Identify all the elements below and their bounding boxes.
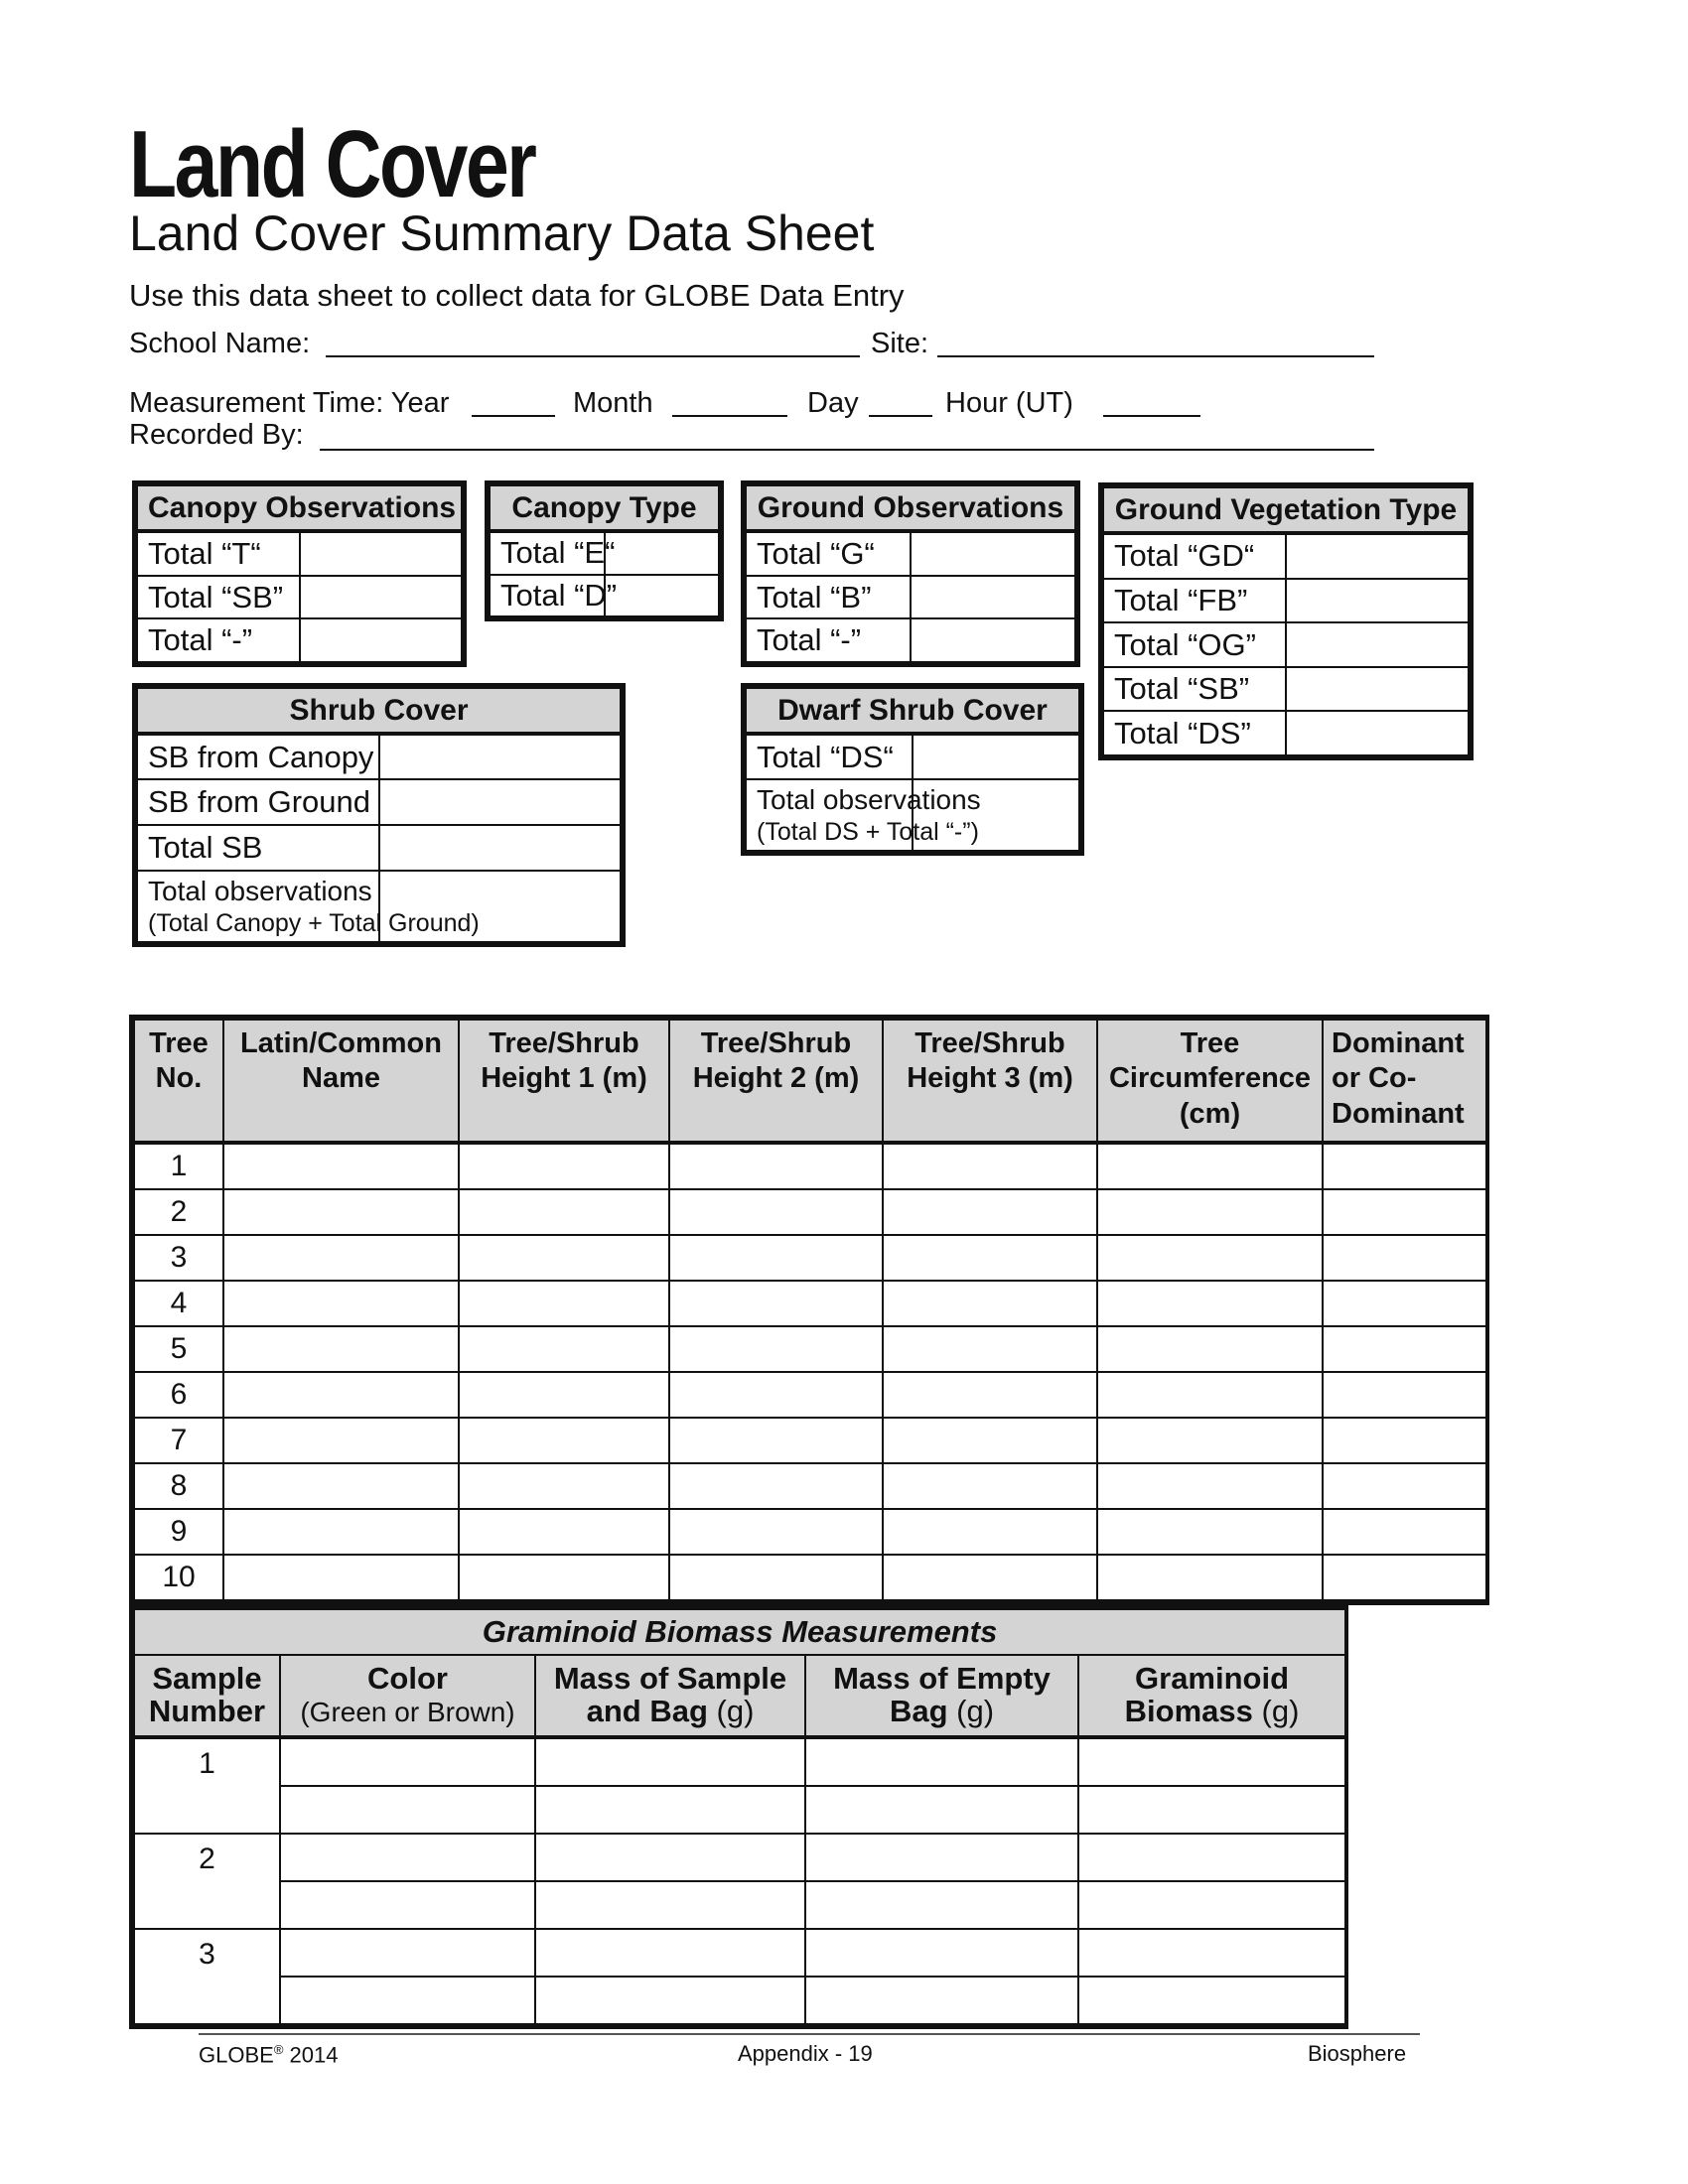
school-name-field[interactable] — [326, 355, 860, 357]
biomass-entry-cell[interactable] — [1078, 1929, 1345, 1977]
tree-entry-cell[interactable] — [669, 1555, 883, 1600]
tree-entry-cell[interactable] — [883, 1418, 1097, 1463]
page-title: Land Cover — [129, 111, 535, 217]
biomass-entry-cell[interactable] — [805, 1834, 1078, 1881]
total-sb-label: Total SB — [137, 825, 379, 871]
tree-entry-cell[interactable] — [669, 1372, 883, 1418]
ground-total-dash-label: Total “-” — [746, 618, 911, 662]
day-field[interactable] — [869, 415, 932, 417]
canopy-total-t-label: Total “T“ — [137, 531, 300, 576]
shrub-total-observations-label — [137, 871, 480, 942]
biomass-col-header-4 — [1078, 1655, 1345, 1737]
school-name-label: School Name: — [129, 328, 311, 359]
biomass-entry-cell[interactable] — [1078, 1834, 1345, 1881]
tree-entry-cell[interactable] — [1323, 1143, 1486, 1189]
tree-entry-cell[interactable] — [459, 1143, 669, 1189]
ground-vegetation-type-box — [1098, 482, 1474, 760]
dwarf-total-observations-note: (Total DS + Total “-”) — [757, 817, 979, 846]
graminoid-biomass-table — [129, 1604, 1348, 2029]
tree-entry-cell[interactable] — [883, 1555, 1097, 1600]
tree-col-header-3 — [669, 1020, 883, 1143]
tree-entry-cell[interactable] — [883, 1235, 1097, 1281]
canopy-total-dash-cell[interactable] — [300, 618, 463, 662]
canopy-total-sb-label: Total “SB” — [137, 576, 300, 619]
tree-entry-cell[interactable] — [883, 1189, 1097, 1235]
sample-number: 1 — [134, 1737, 280, 1834]
table-row — [134, 1977, 1345, 2024]
veg-total-ds-label: Total “DS” — [1103, 711, 1286, 755]
table-row — [134, 1372, 1486, 1418]
tree-entry-cell[interactable] — [459, 1463, 669, 1509]
canopy-type-box — [485, 480, 724, 621]
tree-entry-cell[interactable] — [1097, 1418, 1323, 1463]
tree-col-header-line: Name — [302, 1062, 380, 1095]
veg-total-sb-cell[interactable] — [1286, 667, 1469, 712]
tree-number: 10 — [134, 1555, 223, 1600]
tree-entry-cell[interactable] — [223, 1143, 459, 1189]
tree-entry-cell[interactable] — [1323, 1418, 1486, 1463]
tree-entry-cell[interactable] — [669, 1235, 883, 1281]
biomass-header-line2 — [1080, 1696, 1343, 1728]
biomass-header-line2 — [537, 1696, 803, 1728]
table-row — [134, 1418, 1486, 1463]
tree-col-header-2 — [459, 1020, 669, 1143]
veg-total-ds-cell[interactable] — [1286, 711, 1469, 755]
footer-year: 2014 — [283, 2042, 339, 2068]
biomass-entry-cell[interactable] — [280, 1834, 535, 1881]
tree-entry-cell[interactable] — [1323, 1189, 1486, 1235]
tree-number: 4 — [134, 1281, 223, 1326]
sample-number: 3 — [134, 1929, 280, 2024]
biomass-header-line2 — [136, 1696, 278, 1728]
canopy-total-sb-cell[interactable] — [300, 576, 463, 619]
tree-entry-cell[interactable] — [883, 1143, 1097, 1189]
biomass-header-line2-text: (Green or Brown) — [300, 1697, 515, 1727]
tree-col-header-line: No. — [155, 1062, 203, 1095]
tree-entry-cell[interactable] — [669, 1143, 883, 1189]
biomass-entry-cell[interactable] — [280, 1929, 535, 1977]
tree-entry-cell[interactable] — [1323, 1509, 1486, 1555]
tree-col-header-line: Tree/Shrub — [700, 1027, 852, 1059]
table-row — [134, 1929, 1345, 1977]
biomass-entry-cell[interactable] — [280, 1737, 535, 1786]
tree-entry-cell[interactable] — [459, 1189, 669, 1235]
tree-col-header-4 — [883, 1020, 1097, 1143]
tree-number: 1 — [134, 1143, 223, 1189]
tree-col-header-0 — [134, 1020, 223, 1143]
table-row — [134, 1326, 1486, 1372]
sb-from-canopy-label: SB from Canopy — [137, 734, 379, 779]
biomass-header-line1: Graminoid — [1135, 1661, 1290, 1697]
tree-entry-cell[interactable] — [1097, 1372, 1323, 1418]
table-row — [134, 1834, 1345, 1881]
biomass-entry-cell[interactable] — [535, 1977, 805, 2024]
tree-entry-cell[interactable] — [223, 1418, 459, 1463]
tree-col-header-line: Tree — [149, 1027, 209, 1059]
year-field[interactable] — [472, 415, 555, 417]
tree-entry-cell[interactable] — [883, 1463, 1097, 1509]
tree-entry-cell[interactable] — [459, 1235, 669, 1281]
tree-entry-cell[interactable] — [459, 1281, 669, 1326]
canopy-total-dash-label: Total “-” — [137, 618, 300, 662]
site-label: Site: — [871, 328, 929, 359]
biomass-entry-cell[interactable] — [280, 1881, 535, 1929]
tree-entry-cell[interactable] — [459, 1555, 669, 1600]
tree-entry-cell[interactable] — [1323, 1555, 1486, 1600]
table-row — [134, 1281, 1486, 1326]
tree-entry-cell[interactable] — [1323, 1235, 1486, 1281]
shrub-cover-box — [132, 683, 626, 947]
biomass-entry-cell[interactable] — [280, 1786, 535, 1834]
tree-entry-cell[interactable] — [883, 1509, 1097, 1555]
month-field[interactable] — [672, 415, 787, 417]
biomass-entry-cell[interactable] — [805, 1737, 1078, 1786]
tree-entry-cell[interactable] — [1097, 1281, 1323, 1326]
tree-entry-cell[interactable] — [223, 1326, 459, 1372]
ground-total-g-label: Total “G“ — [746, 531, 911, 576]
dwarf-total-ds-label: Total “DS“ — [746, 734, 913, 779]
dwarf-total-observations-label — [746, 779, 981, 851]
veg-total-og-label: Total “OG” — [1103, 622, 1286, 667]
tree-entry-cell[interactable] — [669, 1189, 883, 1235]
biomass-header-line2-text: and Bag — [586, 1694, 708, 1728]
tree-col-header-5 — [1097, 1020, 1323, 1143]
canopy-total-e-cell[interactable] — [605, 531, 720, 575]
sample-number: 2 — [134, 1834, 280, 1929]
tree-entry-cell[interactable] — [223, 1372, 459, 1418]
biomass-header-line2 — [282, 1696, 533, 1728]
tree-entry-cell[interactable] — [1323, 1463, 1486, 1509]
biomass-header-line2-text: Biomass — [1124, 1694, 1253, 1728]
veg-total-fb-cell[interactable] — [1286, 579, 1469, 623]
canopy-observations-title: Canopy Observations — [137, 485, 462, 531]
dwarf-shrub-cover-title: Dwarf Shrub Cover — [746, 688, 1079, 734]
tree-col-header-line: Tree/Shrub — [914, 1027, 1065, 1059]
biomass-entry-cell[interactable] — [805, 1977, 1078, 2024]
recorded-by-field[interactable] — [320, 449, 1374, 451]
tree-entry-cell[interactable] — [1097, 1463, 1323, 1509]
hour-field[interactable] — [1103, 415, 1200, 417]
tree-entry-cell[interactable] — [459, 1326, 669, 1372]
ground-observations-title: Ground Observations — [746, 485, 1075, 531]
canopy-total-d-cell[interactable] — [605, 575, 720, 616]
tree-entry-cell[interactable] — [1323, 1281, 1486, 1326]
canopy-observations-box — [132, 480, 467, 667]
veg-total-sb-label: Total “SB” — [1103, 667, 1286, 712]
tree-entry-cell[interactable] — [1323, 1326, 1486, 1372]
biomass-entry-cell[interactable] — [1078, 1786, 1345, 1834]
biomass-header-line2-text: Number — [148, 1694, 266, 1728]
tree-entry-cell[interactable] — [223, 1281, 459, 1326]
tree-measurements-table — [129, 1015, 1489, 1605]
canopy-type-title: Canopy Type — [490, 485, 719, 531]
footer-page: Appendix - 19 — [738, 2041, 873, 2066]
total-sb-cell[interactable] — [379, 825, 622, 871]
table-row — [134, 1737, 1345, 1786]
sb-from-ground-cell[interactable] — [379, 779, 622, 825]
tree-entry-cell[interactable] — [883, 1326, 1097, 1372]
biomass-header-line1: Color — [367, 1661, 448, 1697]
footer-registered-mark: ® — [273, 2042, 284, 2057]
table-row — [134, 1143, 1486, 1189]
tree-col-header-line: Height 1 (m) — [481, 1062, 647, 1095]
table-row — [134, 1463, 1486, 1509]
tree-entry-cell[interactable] — [459, 1509, 669, 1555]
biomass-entry-cell[interactable] — [280, 1977, 535, 2024]
hour-label: Hour (UT) — [945, 387, 1073, 419]
tree-col-header-line: Circumference — [1108, 1062, 1312, 1095]
tree-entry-cell[interactable] — [223, 1463, 459, 1509]
biomass-header-line2-text: Bag — [889, 1694, 948, 1728]
shrub-total-observations-text: Total observations — [148, 875, 372, 906]
table-row — [134, 1189, 1486, 1235]
tree-number: 6 — [134, 1372, 223, 1418]
biomass-caption: Graminoid Biomass Measurements — [134, 1609, 1345, 1655]
tree-number: 5 — [134, 1326, 223, 1372]
instruction-text: Use this data sheet to collect data for GLOBE Data Entry — [129, 278, 905, 313]
tree-col-header-line: Dominant — [1332, 1097, 1465, 1130]
biomass-header-line1: Sample — [152, 1661, 262, 1697]
biomass-header-unit: (g) — [716, 1694, 755, 1728]
tree-col-header-line: Height 3 (m) — [907, 1062, 1073, 1095]
day-label: Day — [807, 387, 859, 419]
tree-entry-cell[interactable] — [223, 1189, 459, 1235]
tree-entry-cell[interactable] — [1323, 1372, 1486, 1418]
tree-col-header-line: (cm) — [1179, 1097, 1241, 1130]
dwarf-total-observations-text: Total observations — [757, 783, 981, 815]
biomass-col-header-2 — [535, 1655, 805, 1737]
biomass-col-header-0 — [134, 1655, 280, 1737]
sb-from-canopy-cell[interactable] — [379, 734, 622, 779]
tree-entry-cell[interactable] — [669, 1418, 883, 1463]
sheet-subtitle: Land Cover Summary Data Sheet — [129, 205, 875, 261]
canopy-total-e-label: Total “E“ — [490, 531, 605, 575]
biomass-entry-cell[interactable] — [1078, 1737, 1345, 1786]
tree-entry-cell[interactable] — [459, 1418, 669, 1463]
canopy-total-t-cell[interactable] — [300, 531, 463, 576]
tree-entry-cell[interactable] — [669, 1326, 883, 1372]
biomass-header-unit: (g) — [1261, 1694, 1300, 1728]
measurement-year-label: Measurement Time: Year — [129, 387, 450, 419]
table-row — [134, 1881, 1345, 1929]
biomass-entry-cell[interactable] — [535, 1737, 805, 1786]
dwarf-shrub-cover-box — [741, 683, 1084, 856]
canopy-total-d-label: Total “D” — [490, 575, 605, 616]
biomass-header-line1: Mass of Empty — [833, 1661, 1051, 1697]
table-row — [134, 1786, 1345, 1834]
ground-total-dash-cell[interactable] — [911, 618, 1075, 662]
tree-col-header-6 — [1323, 1020, 1486, 1143]
biomass-entry-cell[interactable] — [535, 1881, 805, 1929]
tree-entry-cell[interactable] — [1097, 1555, 1323, 1600]
biomass-entry-cell[interactable] — [535, 1786, 805, 1834]
tree-entry-cell[interactable] — [1097, 1509, 1323, 1555]
tree-entry-cell[interactable] — [883, 1372, 1097, 1418]
veg-total-fb-label: Total “FB” — [1103, 579, 1286, 623]
tree-entry-cell[interactable] — [669, 1281, 883, 1326]
tree-col-header-line: Tree/Shrub — [489, 1027, 639, 1059]
tree-entry-cell[interactable] — [459, 1372, 669, 1418]
tree-col-header-line: or Co- — [1332, 1062, 1417, 1095]
biomass-col-header-3 — [805, 1655, 1078, 1737]
biomass-entry-cell[interactable] — [1078, 1881, 1345, 1929]
biomass-entry-cell[interactable] — [1078, 1977, 1345, 2024]
shrub-cover-title: Shrub Cover — [137, 688, 621, 734]
tree-entry-cell[interactable] — [223, 1235, 459, 1281]
tree-entry-cell[interactable] — [669, 1463, 883, 1509]
tree-entry-cell[interactable] — [1097, 1326, 1323, 1372]
tree-entry-cell[interactable] — [223, 1555, 459, 1600]
veg-total-og-cell[interactable] — [1286, 622, 1469, 667]
tree-number: 2 — [134, 1189, 223, 1235]
veg-total-gd-cell[interactable] — [1286, 533, 1469, 579]
tree-number: 9 — [134, 1509, 223, 1555]
tree-entry-cell[interactable] — [1097, 1143, 1323, 1189]
table-row — [134, 1509, 1486, 1555]
biomass-entry-cell[interactable] — [535, 1834, 805, 1881]
biomass-entry-cell[interactable] — [805, 1929, 1078, 1977]
tree-col-header-line: Dominant — [1332, 1027, 1465, 1059]
shrub-total-observations-note: (Total Canopy + Total Ground) — [148, 908, 480, 937]
tree-number: 3 — [134, 1235, 223, 1281]
tree-entry-cell[interactable] — [883, 1281, 1097, 1326]
footer-left — [199, 2043, 338, 2066]
table-row — [134, 1555, 1486, 1600]
ground-total-g-cell[interactable] — [911, 531, 1075, 576]
tree-col-header-line: Height 2 (m) — [692, 1062, 860, 1095]
ground-total-b-cell[interactable] — [911, 576, 1075, 619]
table-row — [134, 1235, 1486, 1281]
biomass-entry-cell[interactable] — [805, 1786, 1078, 1834]
dwarf-total-ds-cell[interactable] — [913, 734, 1079, 779]
biomass-header-line2 — [807, 1696, 1076, 1728]
tree-entry-cell[interactable] — [223, 1509, 459, 1555]
footer-divider — [199, 2033, 1420, 2035]
ground-observations-box — [741, 480, 1080, 667]
sb-from-ground-label: SB from Ground — [137, 779, 379, 825]
footer-section: Biosphere — [1308, 2041, 1407, 2066]
site-field[interactable] — [937, 355, 1374, 357]
biomass-entry-cell[interactable] — [805, 1881, 1078, 1929]
biomass-header-line1: Mass of Sample — [553, 1661, 787, 1697]
recorded-by-label: Recorded By: — [129, 419, 304, 451]
ground-vegetation-type-title: Ground Vegetation Type — [1103, 487, 1469, 533]
tree-number: 8 — [134, 1463, 223, 1509]
footer-brand: GLOBE — [199, 2042, 274, 2068]
biomass-entry-cell[interactable] — [535, 1929, 805, 1977]
tree-entry-cell[interactable] — [1097, 1189, 1323, 1235]
tree-col-header-line: Tree — [1180, 1027, 1240, 1059]
biomass-col-header-1 — [280, 1655, 535, 1737]
veg-total-gd-label: Total “GD“ — [1103, 533, 1286, 579]
ground-total-b-label: Total “B” — [746, 576, 911, 619]
tree-col-header-1 — [223, 1020, 459, 1143]
tree-col-header-line: Latin/Common — [240, 1027, 442, 1059]
month-label: Month — [573, 387, 653, 419]
biomass-header-unit: (g) — [956, 1694, 995, 1728]
tree-entry-cell[interactable] — [669, 1509, 883, 1555]
tree-entry-cell[interactable] — [1097, 1235, 1323, 1281]
tree-number: 7 — [134, 1418, 223, 1463]
